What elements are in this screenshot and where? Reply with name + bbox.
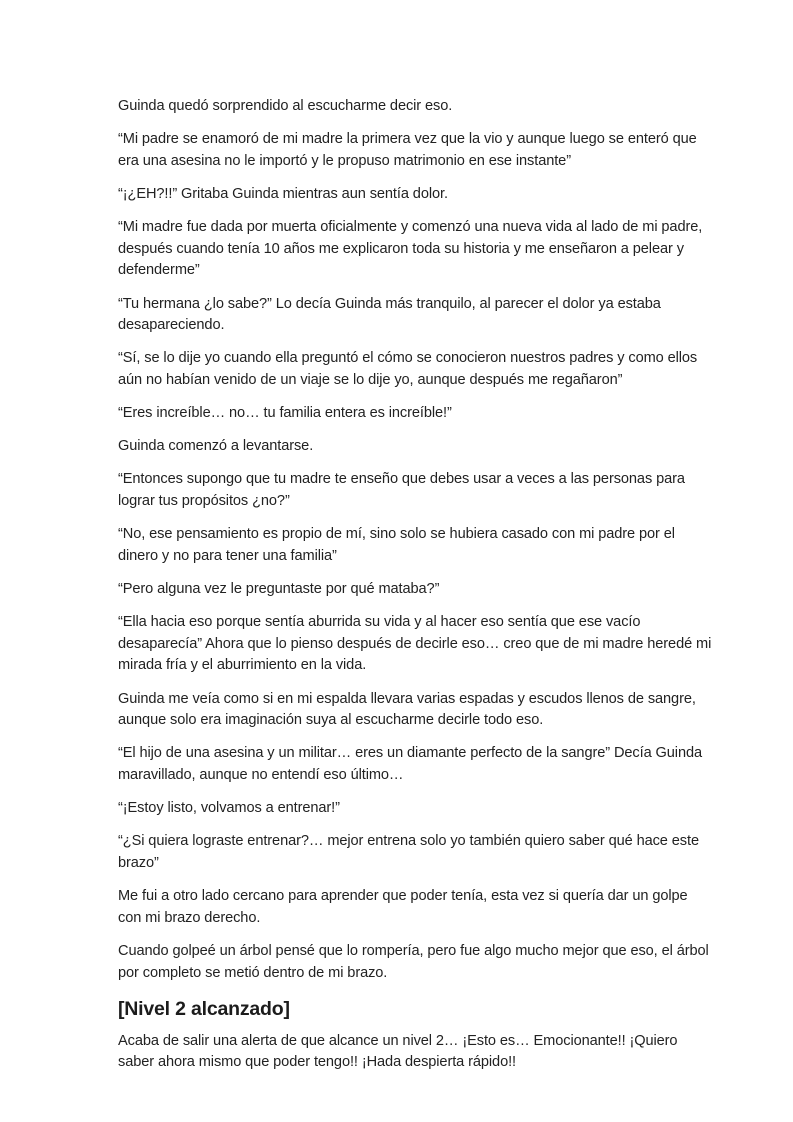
paragraph: “Tu hermana ¿lo sabe?” Lo decía Guinda más tranquilo, al parecer el dolor ya estaba desapareciendo. (118, 295, 661, 334)
paragraph: “Ella hacia eso porque sentía aburrida su vida y al hacer eso sentía que ese vacío desaparecía” Ahora que lo pienso después de decirle eso… creo que de mi madre heredé mi mirada fría y el aburrimiento en la vida. (118, 614, 712, 674)
paragraph: “Entonces supongo que tu madre te enseño que debes usar a veces a las personas para lograr tus propósitos ¿no?” (118, 471, 685, 510)
paragraph: “¿Si quiera lograste entrenar?… mejor entrena solo yo también quiero saber qué hace este brazo” (118, 833, 699, 871)
paragraph: Acaba de salir una alerta de que alcance un nivel 2… ¡Esto es… Emocionante!! ¡Quiero saber ahora mismo que poder tengo!! ¡Hada despierta rápido!! (118, 1032, 678, 1071)
paragraph: Guinda quedó sorprendido al escucharme decir eso. (118, 98, 453, 114)
section-heading: [Nivel 2 alcanzado] (118, 997, 290, 1020)
paragraph: “Mi padre se enamoró de mi madre la primera vez que la vio y aunque luego se enteró que era una asesina no le importó y le propuso matrimonio en ese instante” (118, 131, 697, 169)
paragraph: “¡Estoy listo, volvamos a entrenar!” (118, 800, 340, 817)
paragraph: Guinda me veía como si en mi espalda llevara varias espadas y escudos llenos de sangre, aunque solo era imaginación suya al escucharme decirle todo eso. (118, 690, 696, 729)
paragraph: “Eres increíble… no… tu familia entera es increíble!” (118, 405, 452, 422)
paragraph: “El hijo de una asesina y un militar… eres un diamante perfecto de la sangre” Decía Guinda maravillado, aunque no entendí eso último… (118, 745, 702, 783)
paragraph: Cuando golpeé un árbol pensé que lo rompería, pero fue algo mucho mejor que eso, el árbol por completo se metió dentro de mi brazo. (118, 942, 709, 981)
paragraph: “Pero alguna vez le preguntaste por qué mataba?” (118, 581, 440, 598)
paragraph: Me fui a otro lado cercano para aprender que poder tenía, esta vez si quería dar un golpe con mi brazo derecho. (118, 888, 688, 926)
paragraph: “¡¿EH?!!” Gritaba Guinda mientras aun sentía dolor. (118, 185, 448, 202)
paragraph: “No, ese pensamiento es propio de mí, sino solo se hubiera casado con mi padre por el dinero y no para tener una familia” (118, 526, 675, 564)
paragraph: “Sí, se lo dije yo cuando ella preguntó el cómo se conocieron nuestros padres y como ellos aún no habían venido de un viaje se lo dije yo, aunque después me regañaron” (118, 350, 698, 388)
paragraph: Guinda comenzó a levantarse. (118, 438, 314, 455)
paragraph: “Mi madre fue dada por muerta oficialmente y comenzó una nueva vida al lado de mi padre, después cuando tenía 10 años me explicaron toda su historia y me enseñaron a pelear y defenderme” (118, 219, 703, 279)
